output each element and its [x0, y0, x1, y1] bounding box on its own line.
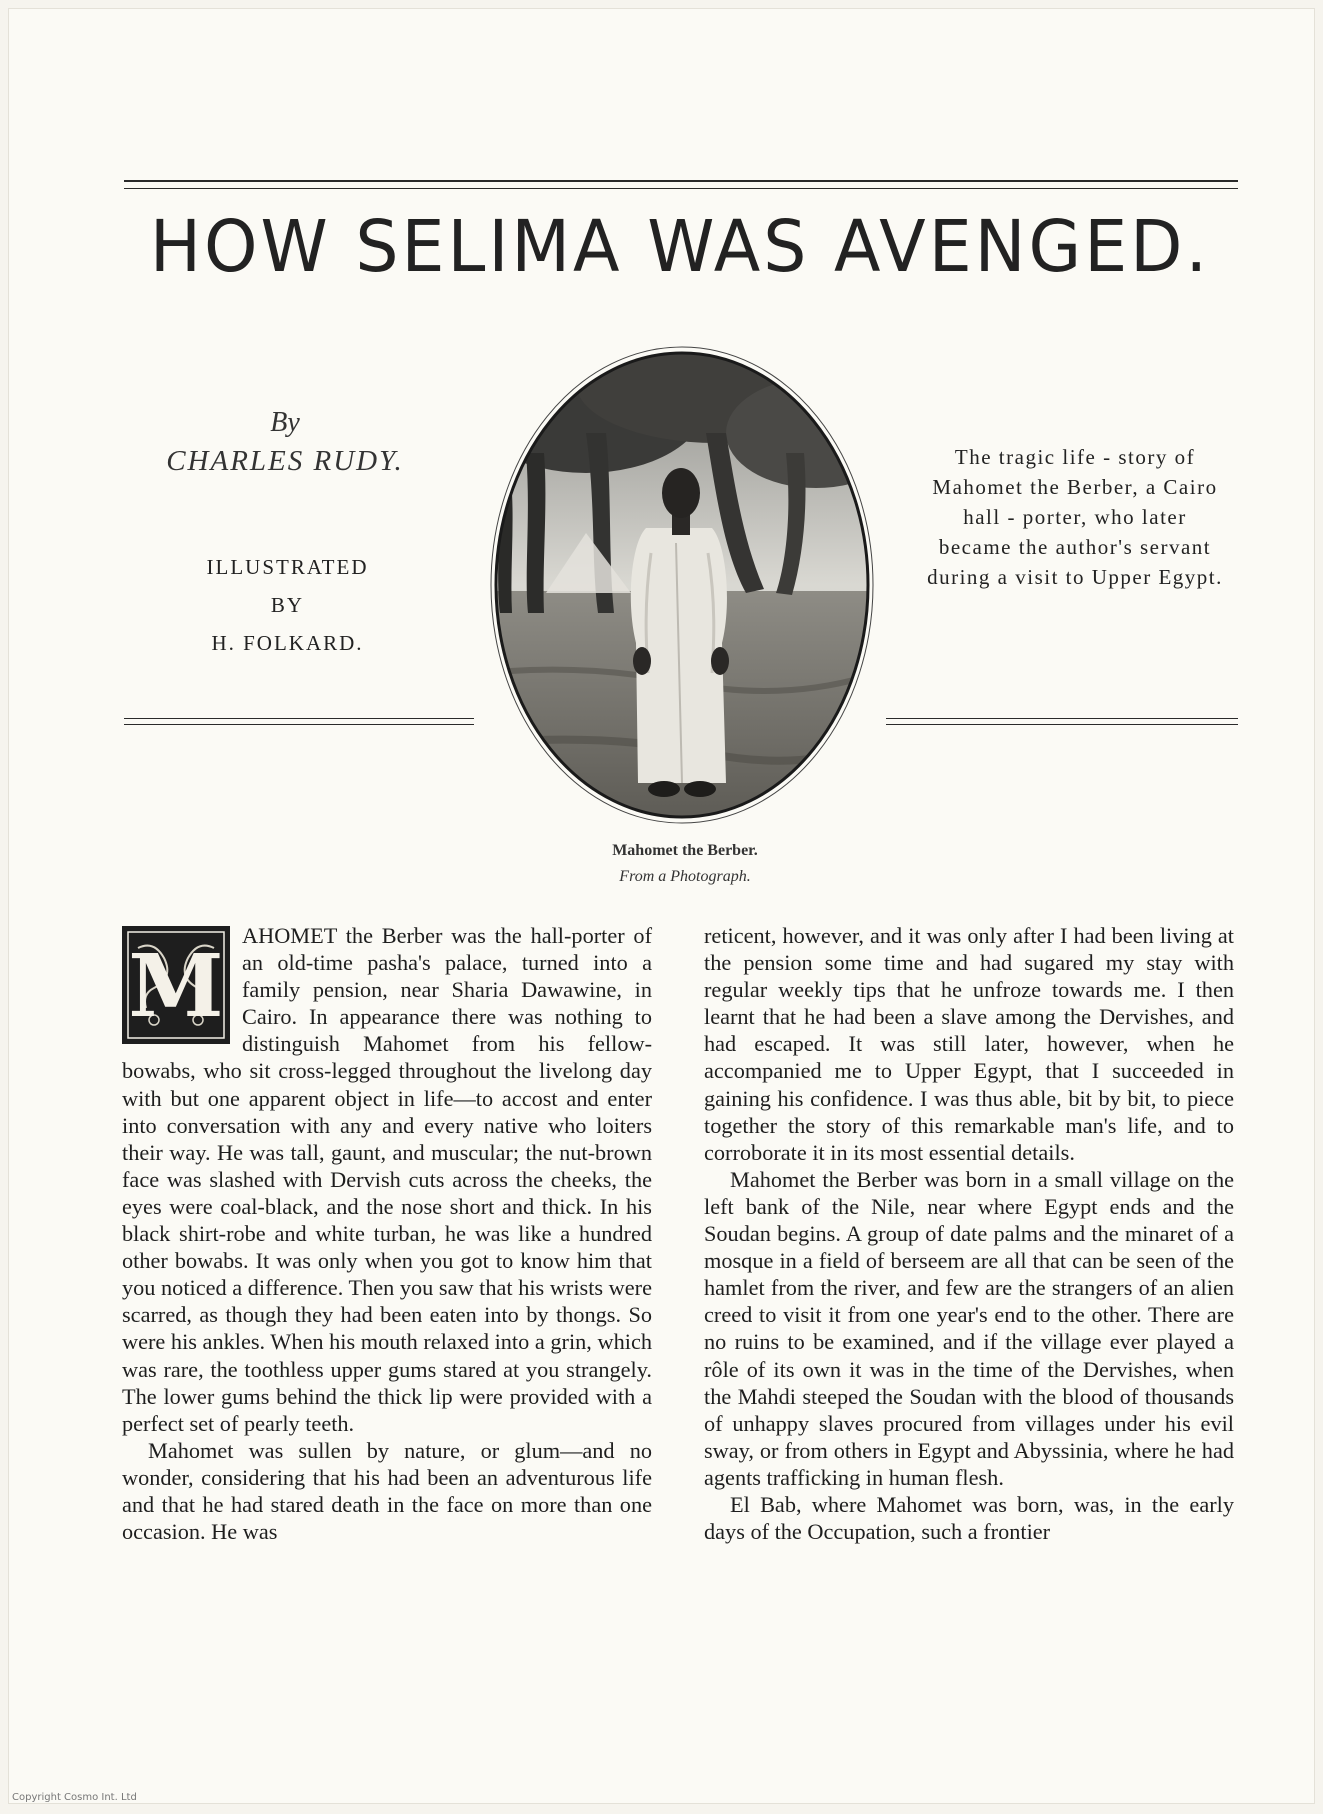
- illustrated-line-2: BY: [270, 593, 305, 617]
- dropcap-ornament: [122, 926, 230, 1044]
- paragraph-4: Mahomet the Berber was born in a small village on the left bank of the Nile, near where Egypt ends and the Soudan begins. A group of date palms and the minaret of a mosque in a field of berseem are all that can be seen of the hamlet from the river, and few are the strangers of an alien creed to visit it from one year's end to the other. There are no ruins to be examined, and if the village ever played a rôle of its own it was in the time of the Dervishes, when the Mahdi steeped the Soudan with the blood of thousands of unhappy slaves procured from villages under his evil sway, or from others in Egypt and Abyssinia, where he had agents trafficking in human flesh.: [704, 1166, 1234, 1490]
- author-name: CHARLES RUDY.: [166, 445, 404, 477]
- illustrator-credit: [175, 548, 400, 662]
- right-side-rule: [886, 718, 1238, 719]
- left-side-rule: [124, 718, 474, 719]
- paragraph-2: Mahomet was sullen by nature, or glum—and no wonder, considering that his had been an adventurous life and that he had stared death in the face on more than one occasion. He was: [122, 1437, 652, 1545]
- ornamental-m-icon: [124, 928, 228, 1042]
- photo-source: From a Photograph.: [619, 868, 751, 885]
- article-title: HOW SELIMA WAS AVENGED.: [149, 206, 1211, 289]
- article-column-left: [122, 922, 652, 1545]
- copyright-notice: Copyright Cosmo Int. Ltd: [12, 1792, 137, 1803]
- photo-caption: Mahomet the Berber.: [612, 842, 758, 859]
- article-column-right: [704, 922, 1234, 1545]
- portrait-photo: [486, 343, 878, 827]
- by-label: By: [270, 407, 300, 438]
- paragraph-5: El Bab, where Mahomet was born, was, in the early days of the Occupation, such a frontier: [704, 1491, 1234, 1545]
- top-rule: [124, 180, 1238, 182]
- right-side-rule-2: [886, 724, 1238, 725]
- paragraph-3: reticent, however, and it was only after I had been living at the pension some time and had sugared my stay with regular weekly tips that he unfroze towards me. I then learnt that he had been a slave among the Dervishes, and had escaped. It was still later, however, when he accompanied me to Upper Egypt, that I succeeded in gaining his confidence. I was thus able, bit by bit, to piece together the story of this remarkable man's life, and to corroborate it in its most essential details.: [704, 923, 1234, 1165]
- top-rule-inner: [124, 188, 1238, 189]
- illustrated-line-1: ILLUSTRATED: [206, 555, 369, 579]
- paragraph-1: [122, 922, 652, 1437]
- article-blurb: The tragic life - story of Mahomet the Berber, a Cairo hall - porter, who later became the author's servant during a visit to Upper Egypt.: [927, 445, 1223, 589]
- paragraph-1-text: AHOMET the Berber was the hall-porter of an old-time pasha's palace, turned into a family pension, near Sharia Dawawine, in Cairo. In appearance there was nothing to distinguish Mahomet from his fellow-bowabs, who sit cross-legged throughout the livelong day with but one apparent object in life—to accost and enter into conversation with any and every native who loiters their way. He was tall, gaunt, and muscular; the nut-brown face was slashed with Dervish cuts across the cheeks, the eyes were coal-black, and the nose short and thick. In his black shirt-robe and white turban, he was like a hundred other bowabs. It was only when you got to know him that you noticed a difference. Then you saw that his wrists were scarred, as though they had been eaten into by thongs. So were his ankles. When his mouth relaxed into a grin, which was rare, the toothless upper gums stared at you strangely. The lower gums behind the thick lip were provided with a perfect set of pearly teeth.: [122, 923, 652, 1436]
- left-side-rule-2: [124, 724, 474, 725]
- byline: [130, 405, 440, 481]
- illustrated-line-3: H. FOLKARD.: [211, 631, 364, 655]
- dropcap-letter: M: [128, 936, 224, 1037]
- portrait-illustration: [486, 343, 878, 827]
